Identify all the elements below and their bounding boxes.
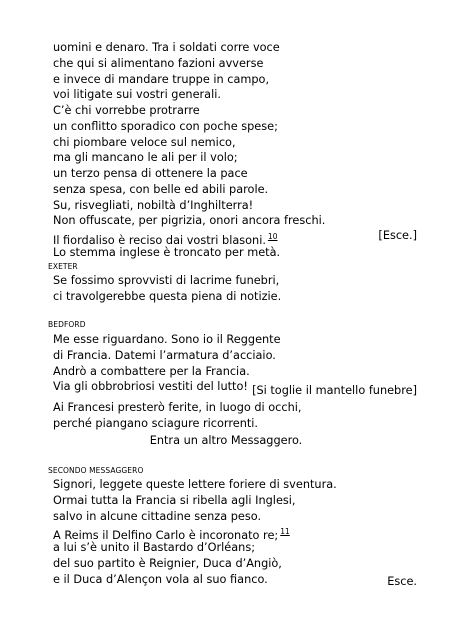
verse-line: ci travolgerebbe questa piena di notizie. [53,289,282,303]
verse-line: a lui s’è unito il Bastardo d’Orléans; [53,541,256,554]
verse-line: Andrò a combattere per la Francia. [53,364,250,378]
stage-direction-entrance: Entra un altro Messaggero. [149,434,303,447]
bedford-speech-cont [53,400,302,432]
messenger-speech [53,40,325,261]
second-messenger-speech [53,477,337,587]
verse-line: e il Duca d’Alençon vola al suo fianco. [53,572,268,586]
verse-line: senza spesa, con belle ed abili parole. [53,182,269,196]
speaker-name: EXETER [48,262,78,271]
footnote-link[interactable]: 11 [280,527,290,537]
verse-line: del suo partito è Reignier, Duca d’Angiò, [53,556,282,570]
verse-line: perché piangano sciagure ricorrenti. [53,416,259,430]
verse-line: che qui si alimentano fazioni avverse [53,56,264,70]
stage-direction: [Si toglie il mantello funebre] [252,384,417,397]
verse-line: Non offuscate, per pigrizia, onori ancora freschi. [53,214,326,228]
verse-line: Via gli obbrobriosi vestiti del lutto! [53,380,248,394]
verse-line: Su, risvegliati, nobiltà d’Inghilterra! [53,198,254,212]
verse-line: un terzo pensa di ottenere la pace [53,167,248,180]
verse-line: uomini e denaro. Tra i soldati corre voce [53,41,280,54]
stage-direction-exit: Esce. [387,575,417,588]
verse-line: C’è chi vorrebbe protrarre [53,104,200,117]
verse-line: Ormai tutta la Francia si ribella agli Inglesi, [53,493,296,507]
speaker-name: BEDFORD [48,320,86,329]
verse-line-with-footnote [53,524,337,543]
verse-line: Ai Francesi presterò ferite, in luogo di occhi, [53,401,302,414]
verse-line-text: Il fiordaliso è reciso dai vostri blasoni. [53,234,266,247]
verse-line: salvo in alcune cittadine senza peso. [53,509,262,523]
exeter-speech [53,273,281,305]
verse-line: Se fossimo sprovvisti di lacrime funebri, [53,274,280,287]
verse-line: un conflitto sporadico con poche spese; [53,119,278,133]
verse-line-with-footnote [53,229,325,245]
bedford-speech [53,332,281,395]
verse-line: voi litigate sui vostri generali. [53,88,221,102]
verse-line: Signori, leggete queste lettere foriere di sventura. [53,478,337,491]
verse-line: di Francia. Datemi l’armatura d’acciaio. [53,348,276,362]
footnote-link[interactable]: 10 [267,232,278,241]
verse-line: chi piombare veloce sul nemico, [53,135,236,149]
verse-line: Me esse riguardano. Sono io il Reggente [53,333,281,346]
verse-line: Lo stemma inglese è troncato per metà. [53,245,281,259]
speaker-name: SECONDO MESSAGGERO [48,466,144,475]
verse-line: e invece di mandare truppe in campo, [53,72,270,86]
verse-line-text: A Reims il Delfino Carlo è incoronato re; [53,529,279,543]
stage-direction-exit: [Esce.] [378,229,417,242]
verse-line: ma gli mancano le ali per il volo; [53,151,238,165]
